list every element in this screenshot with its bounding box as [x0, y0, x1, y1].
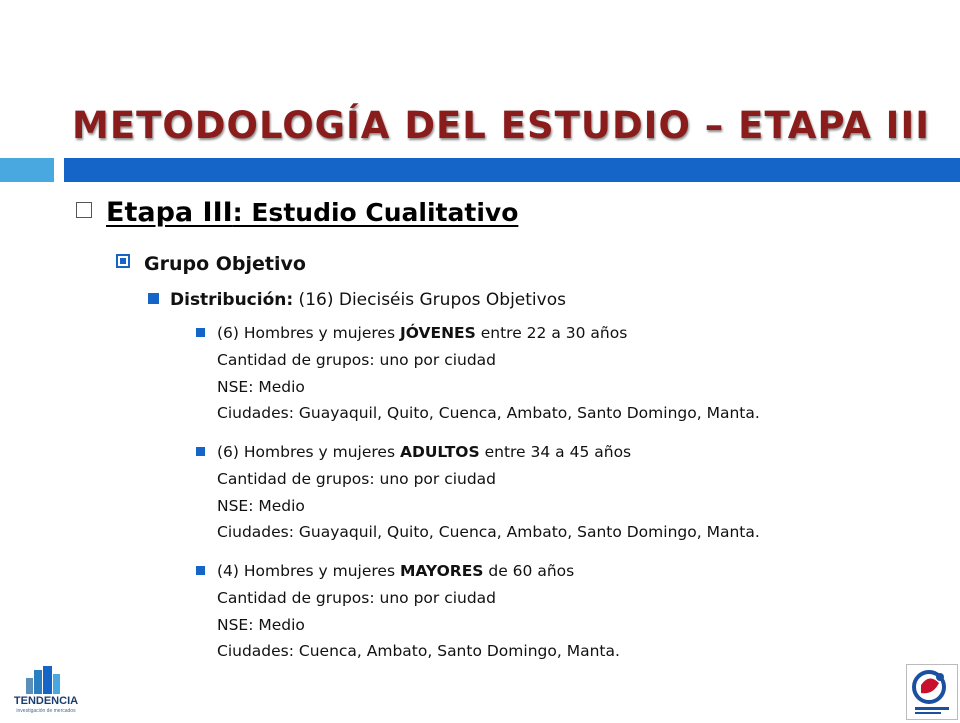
- quito-tourism-emblem-icon: [907, 665, 957, 719]
- group-bold: ADULTOS: [399, 443, 480, 461]
- quito-tourism-logo: [906, 664, 958, 720]
- group-line-count: Cantidad de grupos: uno por ciudad: [217, 350, 497, 369]
- group-item-mayores: [196, 558, 620, 665]
- level3-rest: (16) Dieciséis Grupos Objetivos: [293, 290, 566, 310]
- group-line-nse: NSE: Medio: [217, 496, 305, 515]
- level3-bold: Distribución:: [170, 290, 294, 310]
- filled-square-bullet-icon: [196, 328, 205, 337]
- group-prefix: (4) Hombres y mujeres: [217, 562, 400, 580]
- group-line-cities: Ciudades: Guayaquil, Quito, Cuenca, Ambato, Santo Domingo, Manta.: [217, 404, 760, 423]
- group-suffix: entre 22 a 30 años: [475, 324, 628, 342]
- group-line-cities: Ciudades: Guayaquil, Quito, Cuenca, Ambato, Santo Domingo, Manta.: [217, 523, 760, 542]
- level1-text: [106, 198, 518, 227]
- group-prefix: (6) Hombres y mujeres: [217, 443, 400, 461]
- level1-bold: Etapa III: [106, 197, 233, 228]
- tendencia-logo-tagline: investigación de mercados: [16, 708, 76, 714]
- level1-rest: : Estudio Cualitativo: [232, 198, 519, 227]
- group-line-nse: NSE: Medio: [217, 615, 305, 634]
- group-line-cities: Ciudades: Cuenca, Ambato, Santo Domingo, Manta.: [217, 642, 620, 661]
- level2-text: Grupo Objetivo: [144, 253, 306, 275]
- filled-square-bullet-icon: [148, 293, 159, 304]
- title-rule-left: [0, 158, 54, 182]
- group-suffix: de 60 años: [483, 562, 575, 580]
- filled-square-bullet-icon: [196, 566, 205, 575]
- tendencia-buildings-icon: [4, 664, 88, 716]
- hollow-square-bullet-icon: [76, 202, 92, 218]
- group-item-jovenes: [196, 320, 760, 427]
- level3-bullet: [148, 290, 566, 310]
- group-prefix: (6) Hombres y mujeres: [217, 324, 400, 342]
- group-item-adultos: [196, 439, 760, 546]
- group-line-count: Cantidad de grupos: uno por ciudad: [217, 588, 497, 607]
- tendencia-logo: [4, 664, 88, 716]
- group-line-nse: NSE: Medio: [217, 377, 305, 396]
- group-line-count: Cantidad de grupos: uno por ciudad: [217, 469, 497, 488]
- slide-title: METODOLOGÍA DEL ESTUDIO – ETAPA III: [72, 104, 930, 147]
- filled-square-bullet-icon: [196, 447, 205, 456]
- group-bold: MAYORES: [399, 562, 484, 580]
- group-suffix: entre 34 a 45 años: [479, 443, 632, 461]
- tendencia-logo-name: TENDENCIA: [13, 695, 79, 707]
- level1-bullet: [76, 197, 518, 228]
- group-bold: JÓVENES: [399, 324, 476, 342]
- boxed-square-bullet-icon: [116, 254, 130, 268]
- level2-bullet: [116, 253, 306, 275]
- title-rule-main: [64, 158, 960, 182]
